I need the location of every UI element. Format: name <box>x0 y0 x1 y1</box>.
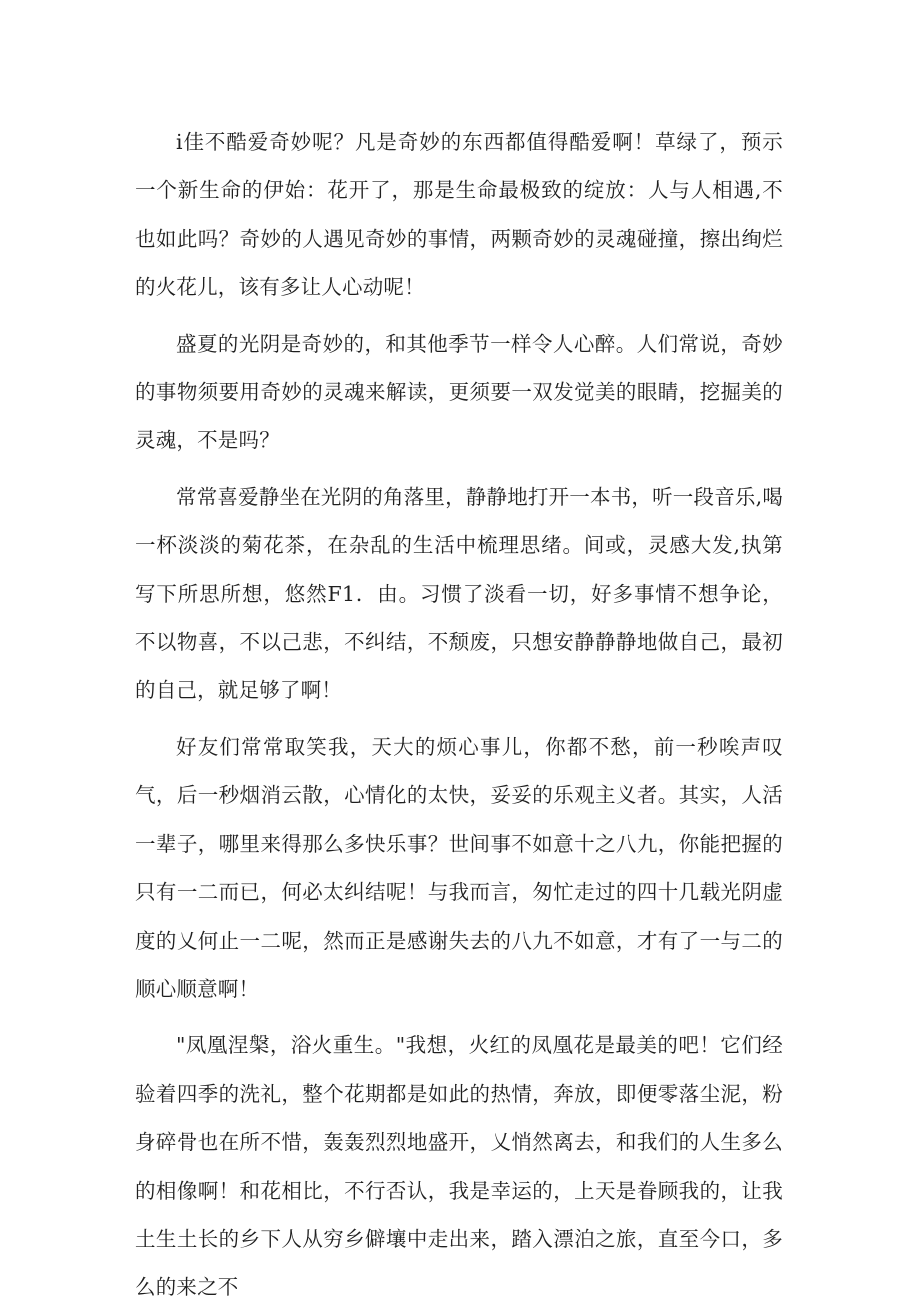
paragraph-5: "凤凰涅槃，浴火重生。"我想，火红的凤凰花是最美的吧！它们经验着四季的洗礼，整个花期都是如此的热情，奔放，即便零落尘泥，粉身碎骨也在所不惜，轰轰烈烈地盛开，乂悄然离去，和我们的人生多么的相像啊！和花相比，不行否认，我是幸运的，上天是眷顾我的，让我土生土长的乡下人从穷乡僻壤中走出来，踏入漂泊之旅，直至今口，多么的来之不 <box>135 1033 783 1300</box>
document-body <box>135 118 783 1312</box>
paragraph-2: 盛夏的光阴是奇妙的，和其他季节一样令人心醉。人们常说，奇妙的事物须要用奇妙的灵魂来解读，更须要一双发觉美的眼睛，挖掘美的灵魂，不是吗？ <box>135 331 783 453</box>
paragraph-4: 好友们常常取笑我，天大的烦心事儿，你都不愁，前一秒唉声叹气，后一秒烟消云散，心情化的太快，妥妥的乐观主义者。其实，人活一辈子，哪里来得那么多快乐事？世间事不如意十之八九，你能把握的只有一二而已，何必太纠结呢！与我而言，匆忙走过的四十几载光阴虚度的乂何止一二呢，然而正是感谢失去的八九不如意，才有了一与二的顺心顺意啊！ <box>135 734 783 1001</box>
paragraph-1: i佳不酷爱奇妙呢？凡是奇妙的东西都值得酷爱啊！草绿了，预示一个新生命的伊始：花开了，那是生命最极致的绽放：人与人相遇,不也如此吗？奇妙的人遇见奇妙的事情，两颗奇妙的灵魂碰撞，擦出绚烂的火花儿，该有多让人心动呢！ <box>135 130 783 300</box>
paragraph-3: 常常喜爱静坐在光阴的角落里，静静地打开一本书，听一段音乐,喝一杯淡淡的菊花茶，在杂乱的生活中梳理思绪。间或，灵感大发,执第写下所思所想，悠然F1．由。习惯了淡看一切，好多事情不想争论，不以物喜，不以己悲，不纠结，不颓废，只想安静静静地做自己，最初的自己，就足够了啊！ <box>135 484 784 703</box>
